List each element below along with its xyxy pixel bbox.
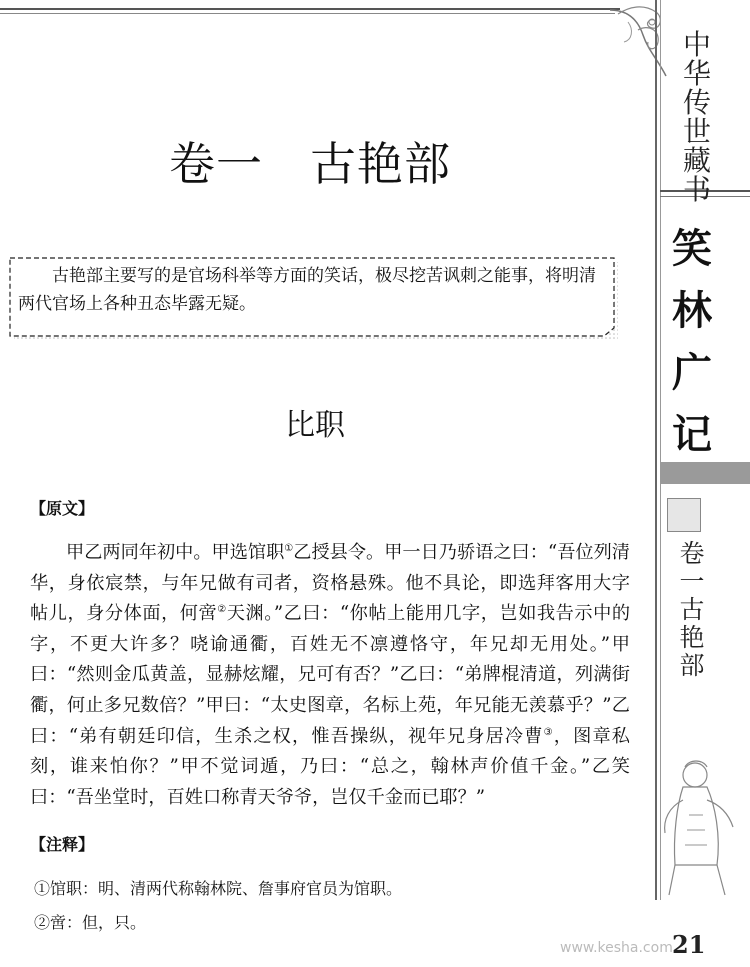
watermark: www.kesha.com — [560, 940, 673, 956]
body-part-2: 乙授县令。甲一日乃骄语之曰：“吾位列清华，身依宸禁，与年兄做有司者，资格悬殊。他不具论，即选拜客用大字帖儿，身分体面，何啻 — [30, 542, 630, 625]
seal-stamp-icon — [667, 498, 701, 532]
note-item: ②啻：但，只。 — [34, 913, 147, 932]
footnote-ref-2: ② — [217, 604, 227, 616]
body-part-4: ，图章私刻，谁来怕你？”甲不觉词遁，乃曰：“总之，翰林声价值千金。”乙笑曰：“吾坐堂时，百姓口称青天爷爷，岂仅千金而已耶？” — [30, 725, 630, 808]
note-item: ①馆职：明、清两代称翰林院、詹事府官员为馆职。 — [34, 879, 403, 898]
series-title: 中华传世藏书 — [682, 28, 711, 206]
original-text-body — [30, 538, 630, 813]
notes-label: 【注释】 — [30, 835, 95, 854]
page-number: 21 — [672, 930, 706, 959]
body-part-3: 天渊。”乙曰：“你帖上能用几字，岂如我告示中的字，不更大许多？哓谕通衢，百姓无不凛遵恪守，年兄却无用处。”甲曰：“然则金瓜黄盖，显赫炫耀，兄可有否？”乙曰：“弟牌棍清道，列满街衢，何止多兄数倍？”甲曰：“太史图章，名标上苑，年兄能无羡慕乎？”乙曰：“弟有朝廷印信，生杀之权，惟吾操纵，视年兄身居冷曹 — [30, 603, 631, 747]
body-part-1: 甲乙两同年初中。甲选馆职 — [66, 542, 285, 563]
top-border-line-inner — [0, 13, 615, 14]
section-title: 比职 — [285, 408, 345, 443]
footnote-ref-1: ① — [284, 542, 294, 554]
book-title: 笑林广记 — [672, 226, 712, 458]
scholar-figure-icon — [655, 745, 750, 905]
original-text-label: 【原文】 — [30, 499, 95, 518]
footnote-ref-3: ③ — [543, 726, 554, 738]
gray-band — [660, 462, 750, 484]
chapter-title: 卷一 古艳部 — [169, 137, 451, 191]
chapter-vertical-label: 卷一 古艳部 — [679, 539, 705, 680]
corner-ornament-icon — [608, 0, 668, 78]
top-border-line — [0, 8, 620, 10]
summary-text: 古艳部主要写的是官场科举等方面的笑话，极尽挖苦讽刺之能事，将明清两代官场上各种丑态毕露无疑。 — [18, 266, 596, 314]
